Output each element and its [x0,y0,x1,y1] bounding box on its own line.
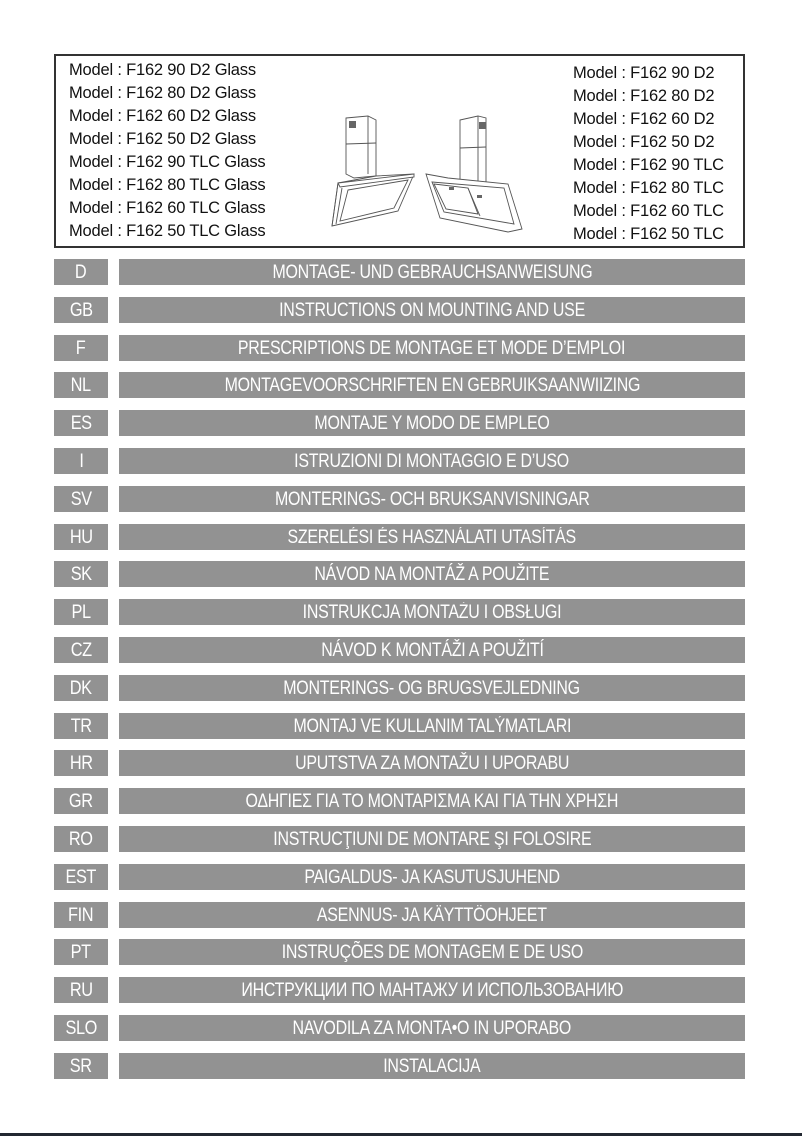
language-code-badge: D [54,259,108,285]
language-row[interactable] [0,599,802,625]
language-title-bar: ИНСТРУКЦИИ ПО МАНТАЖУ И ИСПОЛЬЗОВАНИЮ [119,977,745,1003]
model-item: Model : F162 90 D2 Glass [69,61,256,79]
language-title-bar: NÁVOD NA MONTÁŽ A POUŽITE [119,561,745,587]
language-code-badge: ES [54,410,108,436]
model-item: Model : F162 90 TLC Glass [69,153,266,171]
model-item: Model : F162 80 TLC [573,179,724,197]
model-item: Model : F162 50 TLC [573,225,724,243]
language-title-bar: MONTERINGS- OG BRUGSVEJLEDNING [119,675,745,701]
model-item: Model : F162 90 TLC [573,156,724,174]
language-title-bar: MONTAGEVOORSCHRIFTEN EN GEBRUIKSAANWIIZING [119,372,745,398]
language-code-badge: HR [54,750,108,776]
language-code-badge: SV [54,486,108,512]
hood-right-icon [426,116,522,232]
model-item: Model : F162 50 TLC Glass [69,222,266,240]
model-list-right [573,62,724,246]
model-item: Model : F162 60 D2 Glass [69,107,256,125]
model-item: Model : F162 80 D2 Glass [69,84,256,102]
language-title-bar: INSTRUCŢIUNI DE MONTARE ŞI FOLOSIRE [119,826,745,852]
language-row[interactable] [0,448,802,474]
language-code-badge: TR [54,713,108,739]
language-code-badge: SR [54,1053,108,1079]
model-item: Model : F162 80 D2 [573,87,715,105]
model-item: Model : F162 90 D2 [573,64,715,82]
language-code-badge: PT [54,939,108,965]
language-code-badge: CZ [54,637,108,663]
language-code-badge: GR [54,788,108,814]
language-row[interactable] [0,637,802,663]
language-code-badge: GB [54,297,108,323]
language-code-badge: SK [54,561,108,587]
language-code-badge: F [54,335,108,361]
language-title-bar: INSTRUÇÕES DE MONTAGEM E DE USO [119,939,745,965]
language-code-badge: FIN [54,902,108,928]
language-title-bar: MONTERINGS- OCH BRUKSANVISNINGAR [119,486,745,512]
model-item: Model : F162 50 D2 [573,133,715,151]
language-code-badge: RU [54,977,108,1003]
language-row[interactable] [0,939,802,965]
model-list-left [69,59,265,243]
language-code-badge: SLO [54,1015,108,1041]
language-row[interactable] [0,410,802,436]
language-title-bar: PRESCRIPTIONS DE MONTAGE ET MODE D’EMPLOI [119,335,745,361]
language-code-badge: HU [54,524,108,550]
language-row[interactable] [0,561,802,587]
cooker-hood-illustration [318,56,558,246]
language-title-bar: NÁVOD K MONTÁŽI A POUŽITÍ [119,637,745,663]
language-row[interactable] [0,1053,802,1079]
language-code-badge: I [54,448,108,474]
language-title-bar: ISTRUZIONI DI MONTAGGIO E D’USO [119,448,745,474]
language-row[interactable] [0,1015,802,1041]
language-row[interactable] [0,826,802,852]
language-title-bar: ΟΔΗΓΙΕΣ ΓΙΑ ΤΟ ΜΟΝΤΑΡΙΣΜΑ ΚΑΙ ΓΙΑ ΤΗΝ ΧΡΗΣΗ [119,788,745,814]
language-title-bar: INSTRUCTIONS ON MOUNTING AND USE [119,297,745,323]
language-row[interactable] [0,977,802,1003]
language-title-bar: UPUTSTVA ZA MONTAŽU I UPORABU [119,750,745,776]
model-item: Model : F162 60 TLC Glass [69,199,266,217]
language-row[interactable] [0,372,802,398]
model-box [54,54,745,248]
language-code-badge: DK [54,675,108,701]
model-item: Model : F162 50 D2 Glass [69,130,256,148]
language-row[interactable] [0,335,802,361]
language-row[interactable] [0,524,802,550]
language-row[interactable] [0,486,802,512]
model-item: Model : F162 60 D2 [573,110,715,128]
language-row[interactable] [0,713,802,739]
language-row[interactable] [0,864,802,890]
language-code-badge: NL [54,372,108,398]
language-title-bar: MONTAJE Y MODO DE EMPLEO [119,410,745,436]
language-title-bar: ASENNUS- JA KÄYTTÖOHJEET [119,902,745,928]
model-item: Model : F162 80 TLC Glass [69,176,266,194]
language-row[interactable] [0,675,802,701]
language-code-badge: PL [54,599,108,625]
language-row[interactable] [0,297,802,323]
language-row[interactable] [0,902,802,928]
language-title-bar: MONTAJ VE KULLANIM TALÝMATLARI [119,713,745,739]
language-row[interactable] [0,750,802,776]
model-item: Model : F162 60 TLC [573,202,724,220]
language-title-bar: PAIGALDUS- JA KASUTUSJUHEND [119,864,745,890]
language-title-bar: INSTALACIJA [119,1053,745,1079]
language-code-badge: EST [54,864,108,890]
language-title-bar: INSTRUKCJA MONTAŻU I OBSŁUGI [119,599,745,625]
language-code-badge: RO [54,826,108,852]
language-title-bar: SZERELÉSI ÉS HASZNÁLATI UTASÍTÁS [119,524,745,550]
language-title-bar: MONTAGE- UND GEBRAUCHSANWEISUNG [119,259,745,285]
language-title-bar: NAVODILA ZA MONTA•O IN UPORABO [119,1015,745,1041]
language-row[interactable] [0,259,802,285]
language-row[interactable] [0,788,802,814]
hood-left-icon [332,116,414,226]
